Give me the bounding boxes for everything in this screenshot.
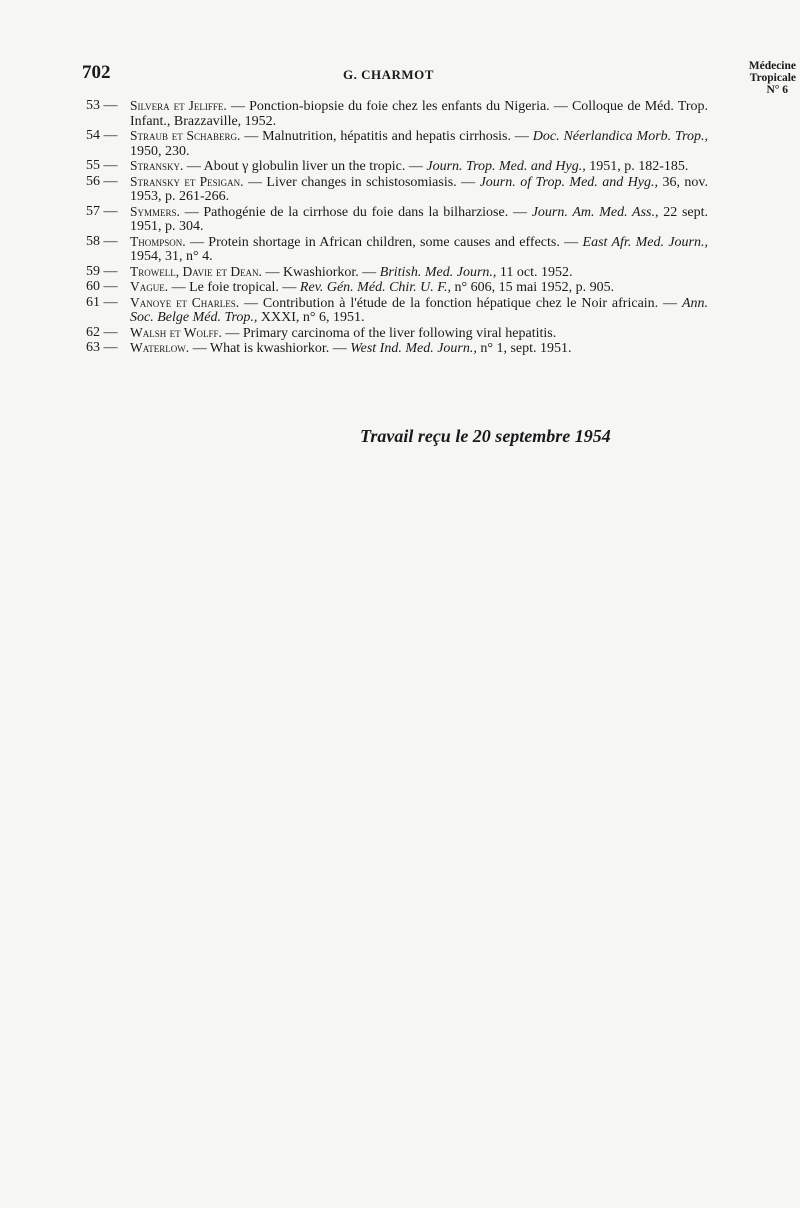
reference-number: 63 —	[86, 340, 118, 355]
reference-number: 54 —	[86, 128, 118, 143]
reference-details: 22 sept. 1951, p. 304.	[130, 204, 709, 234]
reference-authors: Walsh et Wolff.	[130, 324, 222, 340]
reference-source: Journ. of Trop. Med. and Hyg.,	[479, 174, 659, 190]
reference-text	[130, 326, 708, 342]
reference-item	[86, 159, 708, 175]
reference-authors: Vanoye et Charles.	[130, 294, 240, 310]
reference-details: n° 606, 15 mai 1952, p. 905.	[454, 280, 615, 295]
reference-title: — Pathogénie de la cirrhose du foie dans la bilharziose. —	[184, 204, 527, 220]
reference-text	[130, 159, 708, 175]
reference-authors: Symmers.	[130, 203, 180, 219]
reference-authors: Vague.	[130, 279, 169, 294]
reference-text	[130, 99, 708, 129]
reference-item	[86, 129, 708, 159]
reference-source: Rev. Gén. Méd. Chir. U. F.,	[299, 280, 452, 295]
reference-item	[86, 265, 708, 281]
reference-details: XXXI, n° 6, 1951.	[260, 310, 365, 325]
reference-list	[86, 99, 708, 357]
reference-authors: Silvera et Jeliffe.	[130, 98, 227, 113]
reference-number: 53 —	[86, 98, 118, 113]
reference-item	[86, 205, 708, 235]
reference-title: — Contribution à l'étude de la fonction hépatique chez le Noir africain. —	[244, 295, 678, 311]
reference-text	[130, 341, 708, 357]
reference-title: — Liver changes in schistosomiasis. —	[247, 174, 476, 190]
reference-details: 1954, 31, n° 4.	[130, 249, 213, 264]
journal-issue-number: N° 6	[766, 84, 788, 96]
reference-item	[86, 280, 708, 296]
reference-number: 57 —	[86, 203, 118, 219]
reference-title: — Malnutrition, hépatitis and hepatis cirrhosis. —	[244, 129, 529, 144]
reference-title: — About γ globulin liver un the tropic. —	[186, 159, 423, 174]
reference-text	[130, 265, 708, 281]
reference-number: 61 —	[86, 294, 118, 310]
reference-title: — What is kwashiorkor. —	[192, 341, 347, 356]
reference-details: 1951, p. 182-185.	[589, 159, 689, 174]
reference-source: Doc. Néerlandica Morb. Trop.,	[532, 129, 708, 144]
reference-authors: Straub et Schaberg.	[130, 128, 241, 143]
reference-item	[86, 175, 708, 205]
reference-text	[130, 280, 708, 296]
reference-text	[130, 175, 708, 205]
reference-source: Journ. Trop. Med. and Hyg.,	[426, 159, 586, 174]
reference-text	[130, 235, 708, 265]
reference-number: 60 —	[86, 279, 118, 294]
reference-number: 56 —	[86, 173, 118, 189]
reference-title: — Ponction-biopsie du foie chez les enfants du Nigeria. —	[230, 99, 568, 114]
reference-number: 62 —	[86, 324, 118, 340]
received-date-note: Travail reçu le 20 septembre 1954	[360, 426, 611, 446]
reference-source: Ann. Soc. Belge Méd. Trop.,	[130, 295, 708, 325]
reference-number: 58 —	[86, 233, 118, 249]
reference-text	[130, 129, 708, 159]
reference-source: British. Med. Journ.,	[379, 264, 497, 280]
running-head: G. CHARMOT	[343, 67, 434, 82]
page-number: 702	[82, 62, 111, 83]
journal-name-line1: Médecine	[748, 60, 796, 72]
reference-authors: Trowell, Davie et Dean.	[130, 263, 262, 279]
reference-details: 36, nov. 1953, p. 261-266.	[130, 174, 709, 204]
reference-item	[86, 341, 708, 357]
reference-text	[130, 205, 708, 235]
reference-title: — Kwashiorkor. —	[265, 264, 377, 280]
reference-number: 59 —	[86, 263, 118, 279]
reference-item	[86, 235, 708, 265]
reference-details: 11 oct. 1952.	[499, 264, 573, 280]
reference-authors: Stransky et Pesigan.	[130, 173, 244, 189]
reference-source: East Afr. Med. Journ.,	[582, 234, 709, 250]
reference-source: West Ind. Med. Journ.,	[350, 341, 477, 356]
journal-issue-block	[749, 60, 796, 96]
reference-title: — Primary carcinoma of the liver following viral hepatitis.	[225, 325, 557, 341]
reference-details: Colloque de Méd. Trop. Infant., Brazzaville, 1952.	[130, 99, 708, 129]
reference-details: 1950, 230.	[130, 143, 190, 159]
journal-name-line2: Tropicale	[749, 72, 796, 84]
reference-authors: Waterlow.	[130, 340, 190, 355]
reference-title: — Protein shortage in African children, some causes and effects. —	[189, 234, 579, 250]
reference-item	[86, 296, 708, 326]
reference-authors: Thompson.	[130, 233, 186, 249]
reference-item	[86, 99, 708, 129]
reference-text	[130, 296, 708, 326]
reference-item	[86, 326, 708, 342]
reference-source: Journ. Am. Med. Ass.,	[531, 204, 659, 220]
reference-title: — Le foie tropical. —	[171, 280, 297, 295]
reference-authors: Stransky.	[130, 158, 184, 173]
reference-number: 55 —	[86, 158, 118, 173]
reference-details: n° 1, sept. 1951.	[480, 341, 572, 356]
